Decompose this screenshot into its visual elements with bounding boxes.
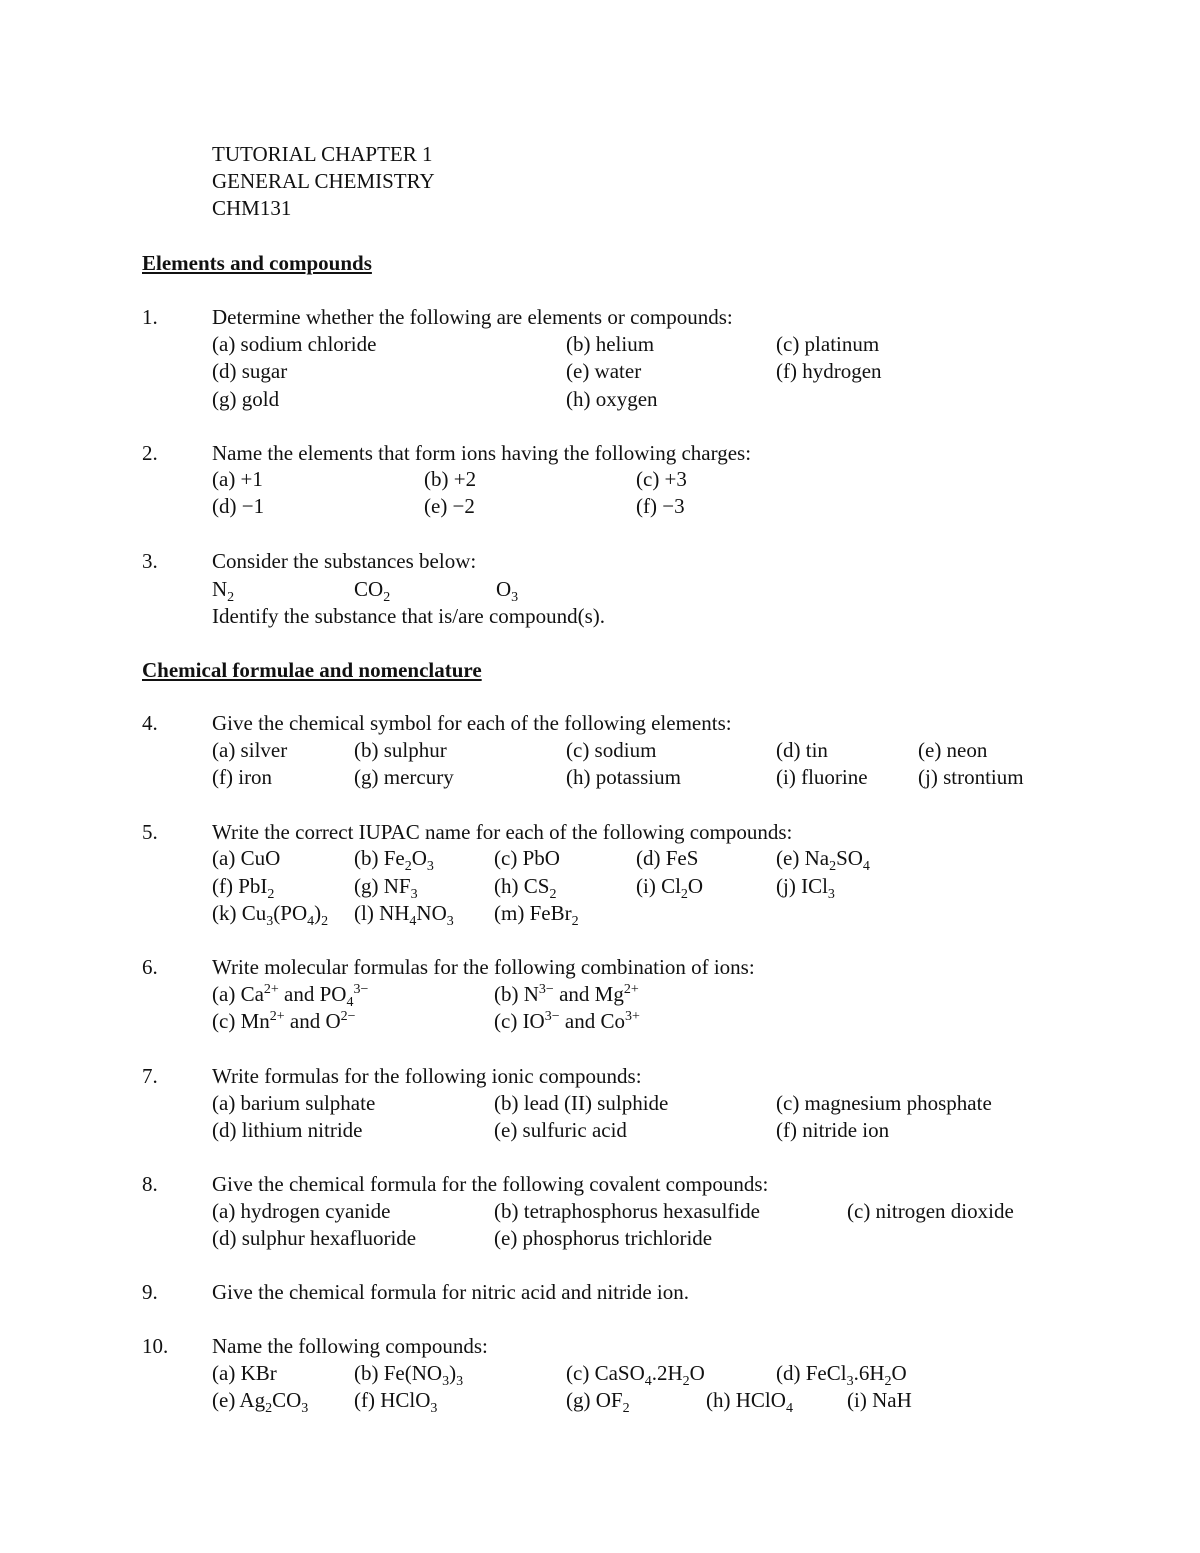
section-heading-elements: Elements and compounds <box>142 251 372 275</box>
option: (e) phosphorus trichloride <box>494 1226 713 1250</box>
option: (e) water <box>566 359 642 383</box>
header-title: TUTORIAL CHAPTER 1 <box>212 142 433 166</box>
question-number: 5. <box>142 820 158 844</box>
question-text: Give the chemical formula for nitric acid and nitride ion. <box>212 1280 689 1304</box>
question-text: Consider the substances below: <box>212 549 477 573</box>
option: (f) hydrogen <box>776 359 882 383</box>
option: (a) barium sulphate <box>212 1091 376 1115</box>
formula-option: (c) $CaSO_4.2H_2O$ <box>566 1361 705 1390</box>
substance-formula: $CO_2$ <box>354 577 391 606</box>
option: (d) lithium nitride <box>212 1118 363 1142</box>
option: (c) sodium <box>566 738 657 762</box>
option: (j) strontium <box>918 765 1024 789</box>
formula-option: (l) $NH_4NO_3$ <box>354 901 454 930</box>
question-text: Name the following compounds: <box>212 1334 488 1358</box>
formula-option: (h) $CS_2$ <box>494 874 557 903</box>
option: (c) platinum <box>776 332 880 356</box>
ion-pair-option: (c) $Mn^{2+}$ and $O^{2-}$ <box>212 1009 356 1033</box>
header-course-code: CHM131 <box>212 196 292 220</box>
option: (h) potassium <box>566 765 681 789</box>
formula-option: (g) $OF_2$ <box>566 1388 630 1417</box>
question-text-followup: Identify the substance that is/are compound(s). <box>212 604 606 628</box>
option: (f) −3 <box>636 494 685 518</box>
option: (f) iron <box>212 765 273 789</box>
substance-formula: $O_3$ <box>496 577 519 606</box>
option: (h) oxygen <box>566 387 658 411</box>
formula-option: (b) $Fe(NO_3)_3$ <box>354 1361 464 1390</box>
option: (d) −1 <box>212 494 265 518</box>
formula-option: (i) $Cl_2O$ <box>636 874 704 903</box>
question-number: 10. <box>142 1334 169 1358</box>
question-text: Determine whether the following are elements or compounds: <box>212 305 733 329</box>
question-number: 2. <box>142 441 158 465</box>
option: (f) nitride ion <box>776 1118 890 1142</box>
ion-pair-option: (c) $IO^{3-}$ and $Co^{3+}$ <box>494 1009 640 1033</box>
option: (e) neon <box>918 738 988 762</box>
formula-option: (j) ICl$_3$ <box>776 874 835 903</box>
option: (a) +1 <box>212 467 263 491</box>
question-number: 8. <box>142 1172 158 1196</box>
option: (b) lead (II) sulphide <box>494 1091 669 1115</box>
question-number: 4. <box>142 711 158 735</box>
question-text: Give the chemical formula for the following covalent compounds: <box>212 1172 769 1196</box>
question-number: 9. <box>142 1280 158 1304</box>
option: (b) sulphur <box>354 738 447 762</box>
formula-option: (a) KBr <box>212 1361 277 1385</box>
option: (d) sugar <box>212 359 288 383</box>
formula-option: (e) $Na_2SO_4$ <box>776 846 870 875</box>
formula-option: (m) FeBr$_2$ <box>494 901 579 930</box>
option: (g) mercury <box>354 765 454 789</box>
option: (d) tin <box>776 738 828 762</box>
formula-option: (d) $FeCl_3.6H_2O$ <box>776 1361 907 1390</box>
option: (i) fluorine <box>776 765 868 789</box>
option: (a) hydrogen cyanide <box>212 1199 391 1223</box>
question-number: 3. <box>142 549 158 573</box>
formula-option: (d) FeS <box>636 846 699 870</box>
option: (b) +2 <box>424 467 477 491</box>
substance-formula: $N_2$ <box>212 577 235 606</box>
option: (c) magnesium phosphate <box>776 1091 992 1115</box>
option: (d) sulphur hexafluoride <box>212 1226 417 1250</box>
option: (a) sodium chloride <box>212 332 377 356</box>
formula-option: (e) $Ag_2CO_3$ <box>212 1388 309 1417</box>
option: (b) helium <box>566 332 655 356</box>
formula-option: (b) $Fe_2O_3$ <box>354 846 434 875</box>
formula-option: (g) $NF_3$ <box>354 874 418 903</box>
question-number: 1. <box>142 305 158 329</box>
formula-option: (k) $Cu_3(PO_4)_2$ <box>212 901 329 930</box>
question-text: Name the elements that form ions having the following charges: <box>212 441 752 465</box>
option: (a) silver <box>212 738 288 762</box>
question-text: Give the chemical symbol for each of the following elements: <box>212 711 732 735</box>
formula-option: (f) HClO$_3$ <box>354 1388 438 1417</box>
section-heading-formulae: Chemical formulae and nomenclature <box>142 658 482 682</box>
option: (g) gold <box>212 387 280 411</box>
option: (c) nitrogen dioxide <box>847 1199 1014 1223</box>
ion-pair-option: (b) $N^{3-}$ and $Mg^{2+}$ <box>494 982 639 1006</box>
question-number: 6. <box>142 955 158 979</box>
formula-option: (i) NaH <box>847 1388 912 1412</box>
header-subject: GENERAL CHEMISTRY <box>212 169 435 193</box>
ion-pair-option: (a) $Ca^{2+}$ and $PO_4^{3-}$ <box>212 982 369 1011</box>
option: (c) +3 <box>636 467 687 491</box>
formula-option: (c) PbO <box>494 846 560 870</box>
formula-option: (h) HClO$_4$ <box>706 1388 793 1417</box>
formula-option: (f) PbI$_2$ <box>212 874 275 903</box>
option: (b) tetraphosphorus hexasulfide <box>494 1199 760 1223</box>
question-number: 7. <box>142 1064 158 1088</box>
question-text: Write formulas for the following ionic compounds: <box>212 1064 642 1088</box>
option: (e) sulfuric acid <box>494 1118 627 1142</box>
option: (e) −2 <box>424 494 475 518</box>
question-text: Write molecular formulas for the following combination of ions: <box>212 955 755 979</box>
question-text: Write the correct IUPAC name for each of the following compounds: <box>212 820 793 844</box>
formula-option: (a) CuO <box>212 846 281 870</box>
